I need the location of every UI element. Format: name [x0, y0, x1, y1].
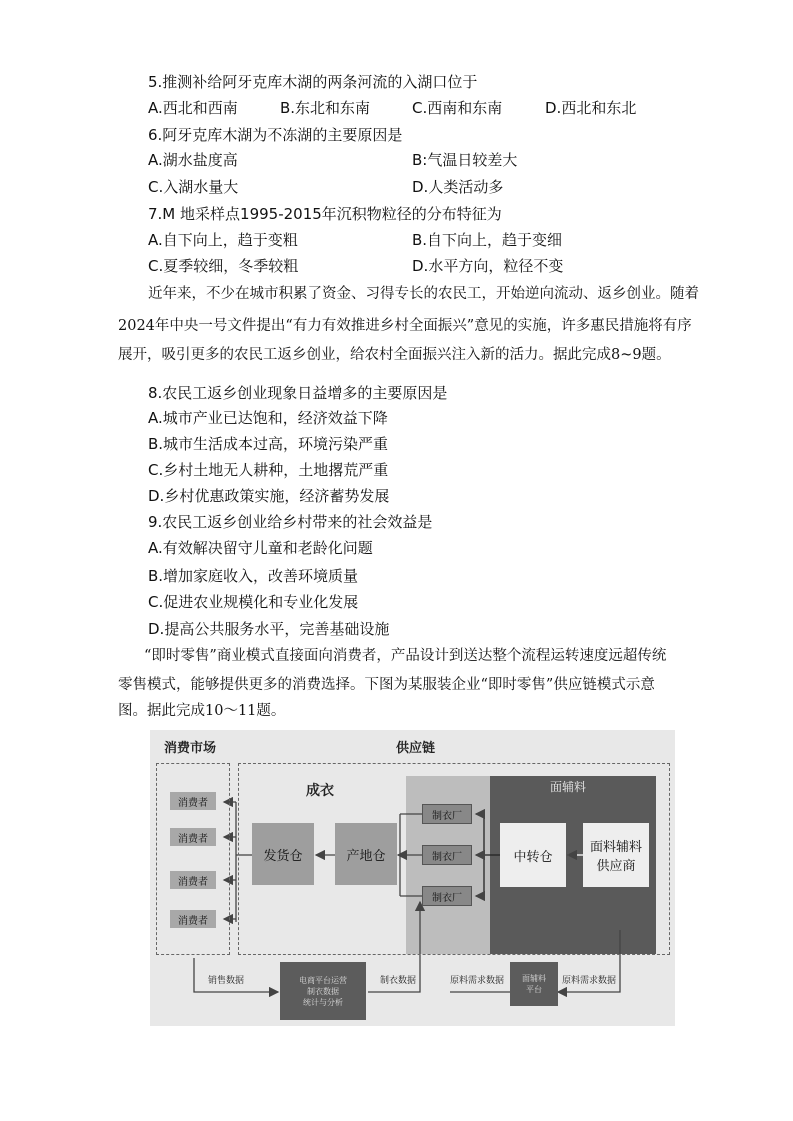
market-title: 消费市场 [164, 741, 217, 756]
passage-2-line-2: 零售模式，能够提供更多的消费选择。下图为某服装企业“即时零售”供应链模式示意 [118, 677, 655, 693]
question-9-option-d: D.提高公共服务水平，完善基础设施 [148, 620, 390, 638]
question-5-option-c: C.西南和东南 [412, 99, 503, 117]
question-7-option-d: D.水平方向，粒径不变 [412, 257, 564, 275]
passage-1-line-1: 近年来，不少在城市积累了资金、习得专长的农民工，开始逆向流动、返乡创业。随着 [148, 286, 699, 302]
factory-1: 制衣厂 [422, 804, 472, 824]
garment-data-label: 制衣数据 [380, 976, 417, 986]
fabric-title: 面辅料 [550, 780, 587, 794]
material-demand-label-1: 原料需求数据 [450, 976, 505, 986]
question-9-option-b: B.增加家庭收入，改善环境质量 [148, 567, 359, 585]
platform-line-3: 统计与分析 [303, 997, 343, 1007]
consumer-2: 消费者 [170, 828, 216, 846]
question-9-stem: 9.农民工返乡创业给乡村带来的社会效益是 [148, 513, 433, 531]
fabric-platform-line-2: 平台 [526, 985, 542, 994]
passage-1-line-2: 2024年中央一号文件提出“有力有效推进乡村全面振兴”意见的实施，许多惠民措施将有序 [118, 318, 692, 334]
platform-line-2: 制衣数据 [307, 986, 339, 996]
question-5-option-a: A.西北和西南 [148, 99, 238, 117]
question-8-option-a: A.城市产业已达饱和，经济效益下降 [148, 409, 388, 427]
question-9-option-a: A.有效解决留守儿童和老龄化问题 [148, 539, 373, 557]
question-7-option-c: C.夏季较细，冬季较粗 [148, 257, 299, 275]
question-6-stem: 6.阿牙克库木湖为不冻湖的主要原因是 [148, 126, 403, 144]
transit-warehouse: 中转仓 [500, 823, 566, 887]
question-6-option-b: B:气温日较差大 [412, 151, 518, 169]
ship-warehouse: 发货仓 [252, 823, 314, 885]
material-demand-label-2: 原料需求数据 [562, 976, 617, 986]
question-8-option-c: C.乡村土地无人耕种，土地撂荒严重 [148, 461, 389, 479]
platform-line-1: 电商平台运营 [299, 975, 347, 985]
question-6-option-d: D.人类活动多 [412, 178, 504, 196]
question-8-stem: 8.农民工返乡创业现象日益增多的主要原因是 [148, 384, 448, 402]
question-5-stem: 5.推测补给阿牙克库木湖的两条河流的入湖口位于 [148, 73, 478, 91]
supply-chain-diagram [150, 730, 675, 1026]
question-5-option-d: D.西北和东北 [545, 99, 637, 117]
consumer-3: 消费者 [170, 871, 216, 889]
supplier-box [583, 823, 649, 887]
chain-title: 供应链 [396, 741, 436, 756]
question-6-option-a: A.湖水盐度高 [148, 151, 238, 169]
supplier-line-2: 供应商 [596, 859, 636, 874]
factory-2: 制衣厂 [422, 845, 472, 865]
passage-2-line-1: “即时零售”商业模式直接面向消费者，产品设计到送达整个流程运转速度远超传统 [144, 648, 667, 664]
consumer-1: 消费者 [170, 792, 216, 810]
supplier-line-1: 面料辅料 [589, 840, 642, 855]
passage-2-line-3: 图。据此完成10～11题。 [118, 703, 286, 719]
question-7-stem: 7.M 地采样点1995-2015年沉积物粒径的分布特征为 [148, 205, 502, 223]
sales-data-label: 销售数据 [208, 976, 245, 986]
question-8-option-b: B.城市生活成本过高，环境污染严重 [148, 435, 389, 453]
platform-box [280, 962, 366, 1020]
consumer-4: 消费者 [170, 910, 216, 928]
origin-warehouse: 产地仓 [335, 823, 397, 885]
question-6-option-c: C.入湖水量大 [148, 178, 239, 196]
question-8-option-d: D.乡村优惠政策实施，经济蓄势发展 [148, 487, 390, 505]
question-7-option-b: B.自下向上，趋于变细 [412, 231, 563, 249]
fabric-platform-box [510, 962, 558, 1006]
garment-title: 成衣 [306, 783, 334, 799]
factory-3: 制衣厂 [422, 886, 472, 906]
fabric-platform-line-1: 面辅料 [522, 974, 546, 983]
question-7-option-a: A.自下向上，趋于变粗 [148, 231, 298, 249]
question-9-option-c: C.促进农业规模化和专业化发展 [148, 593, 359, 611]
passage-1-line-3: 展开，吸引更多的农民工返乡创业，给农村全面振兴注入新的活力。据此完成8~9题。 [118, 347, 671, 363]
question-5-option-b: B.东北和东南 [280, 99, 371, 117]
